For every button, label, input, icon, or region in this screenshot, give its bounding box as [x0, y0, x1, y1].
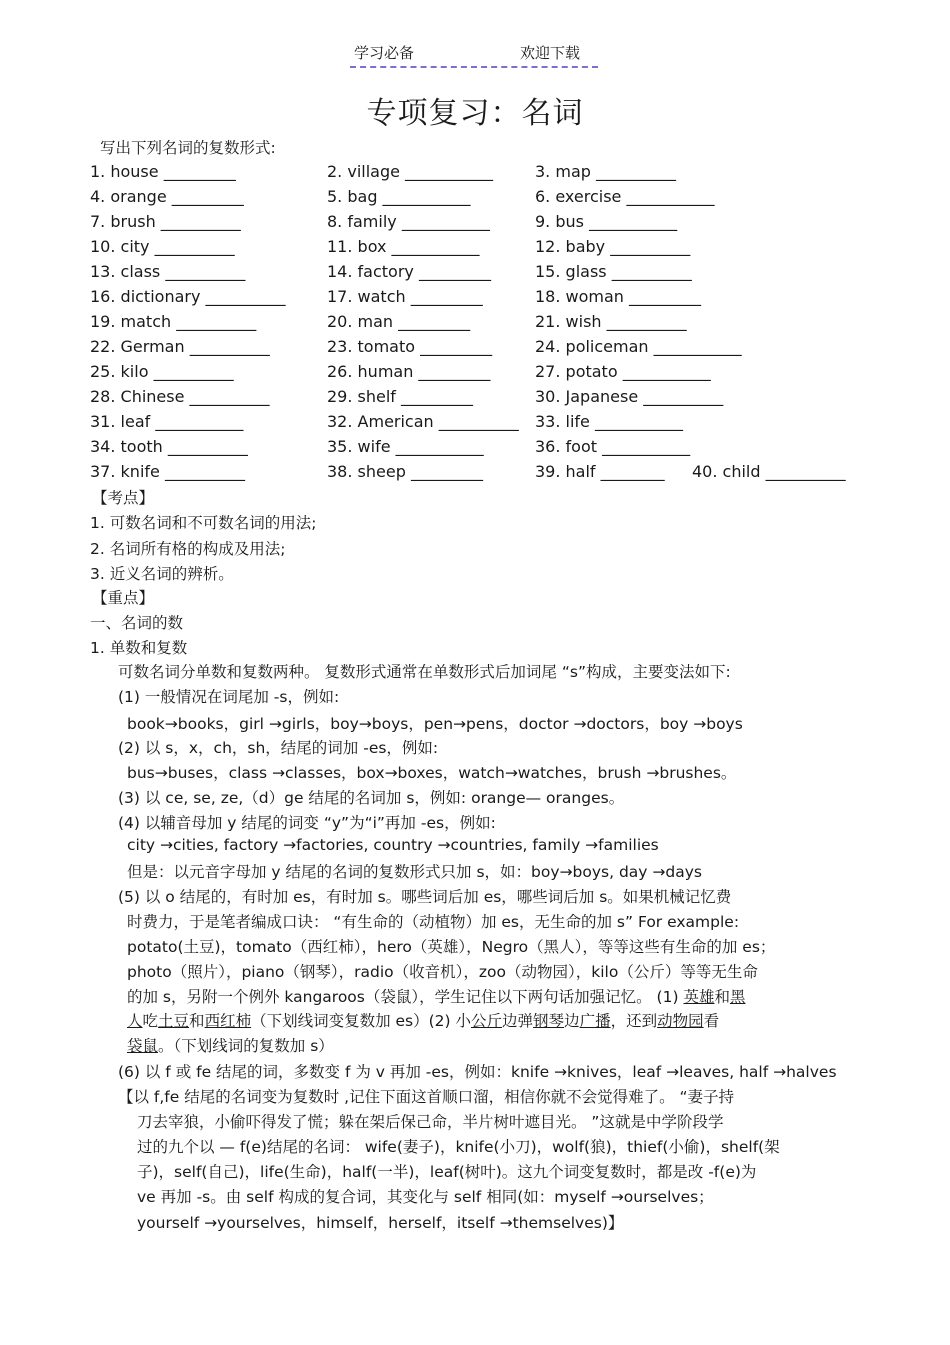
subsection-heading: 1. 单数和复数: [90, 639, 188, 657]
exercise-item: 29. shelf _________: [327, 387, 474, 406]
page-header: [350, 42, 598, 68]
underlined-word: 广播: [579, 1012, 611, 1030]
exercise-item: 20. man _________: [327, 312, 471, 331]
rule-5-text: 吃: [142, 1012, 159, 1030]
exercise-item: 32. American __________: [327, 412, 519, 431]
exercise-row: [0, 262, 950, 286]
rule-5-text: （下划线词变复数加 es）(2) 小: [251, 1012, 472, 1030]
exercise-row: [0, 362, 950, 386]
exercise-item: 25. kilo __________: [90, 362, 234, 381]
exercise-item: 2. village ___________: [327, 162, 494, 181]
underlined-word: 英雄: [683, 988, 715, 1006]
exercise-item: 35. wife ___________: [327, 437, 484, 456]
underlined-word: 袋鼠: [127, 1037, 159, 1055]
exercise-item: 30. Japanese __________: [535, 387, 724, 406]
exercise-item: 38. sheep _________: [327, 462, 483, 481]
exercise-item: 33. life ___________: [535, 412, 683, 431]
rule-3: (3) 以 ce, se, ze,（d）ge 结尾的名词加 s，例如: orange— oranges。: [118, 789, 625, 807]
underlined-word: 钢琴: [533, 1012, 565, 1030]
kaodian-heading: 【考点】: [92, 489, 155, 507]
rule-2-examples: bus→buses，class →classes，box→boxes，watch→watches，brush →brushes。: [127, 764, 737, 782]
rule-6-line: yourself →yourselves，himself，herself，itself →themselves)】: [137, 1214, 624, 1232]
exercise-row: [0, 437, 950, 461]
kaodian-item: 1. 可数名词和不可数名词的用法;: [90, 514, 317, 532]
section-heading: 一、名词的数: [90, 614, 184, 632]
rule-4-note: 但是：以元音字母加 y 结尾的名词的复数形式只加 s，如：boy→boys, day →days: [127, 863, 702, 881]
rule-6-line: 【以 f,fe 结尾的名词变为复数时 ,记住下面这首顺口溜，相信你就不会觉得难了。 “妻子持: [118, 1088, 735, 1106]
header-left: 学习必备: [354, 44, 415, 62]
exercise-item: 31. leaf ___________: [90, 412, 244, 431]
exercise-item: 36. foot ___________: [535, 437, 691, 456]
exercise-row: [0, 287, 950, 311]
rule-5-text: 看: [703, 1012, 720, 1030]
exercise-row: [0, 187, 950, 211]
exercise-item: 8. family ___________: [327, 212, 490, 231]
exercise-item: 1. house _________: [90, 162, 236, 181]
exercise-item: 19. match __________: [90, 312, 257, 331]
rule-5-text: 和: [714, 988, 730, 1006]
underlined-word: 人: [127, 1012, 143, 1030]
exercise-item: 21. wish __________: [535, 312, 687, 331]
underlined-word: 黑: [729, 988, 746, 1006]
exercise-item: 11. box ___________: [327, 237, 480, 256]
exercise-row: [0, 312, 950, 336]
exercise-item: 27. potato ___________: [535, 362, 711, 381]
exercise-item: 7. brush __________: [90, 212, 241, 231]
rule-intro: 可数名词分单数和复数两种。 复数形式通常在单数形式后加词尾 “s”构成，主要变法如下:: [118, 663, 731, 681]
rule-5-line: potato(土豆)，tomato（西红柿），hero（英雄），Negro（黑人），等等这些有生命的加 es；: [127, 938, 776, 956]
exercise-item: 39. half ________: [535, 462, 665, 481]
rule-5-line: [127, 1034, 334, 1056]
rule-1: (1) 一般情况在词尾加 -s，例如:: [118, 688, 340, 706]
exercise-item: 9. bus ___________: [535, 212, 678, 231]
rule-4-examples: city →cities, factory →factories, country →countries, family →families: [127, 836, 659, 854]
zhongdian-heading: 【重点】: [92, 589, 155, 607]
exercise-row: [0, 162, 950, 186]
underlined-word: 西红柿: [204, 1012, 252, 1030]
exercise-item: 37. knife __________: [90, 462, 245, 481]
header-right: 欢迎下载: [520, 44, 581, 62]
exercise-item: 40. child __________: [692, 462, 846, 481]
exercise-row: [0, 337, 950, 361]
exercise-item: 10. city __________: [90, 237, 235, 256]
rule-6: (6) 以 f 或 fe 结尾的词，多数变 f 为 v 再加 -es，例如：knife →knives，leaf →leaves, half →halves: [118, 1063, 837, 1081]
exercise-item: 28. Chinese __________: [90, 387, 270, 406]
rule-5-line: (5) 以 o 结尾的，有时加 es，有时加 s。哪些词后加 es，哪些词后加 s。如果机械记忆费: [118, 888, 732, 906]
exercise-item: 5. bag ___________: [327, 187, 471, 206]
exercise-item: 3. map __________: [535, 162, 676, 181]
exercise-item: 18. woman _________: [535, 287, 702, 306]
exercise-item: 13. class __________: [90, 262, 246, 281]
exercise-item: 16. dictionary __________: [90, 287, 286, 306]
rule-5-text: 边: [564, 1012, 580, 1030]
exercise-item: 4. orange _________: [90, 187, 244, 206]
rule-5-text: ，还到: [610, 1012, 658, 1030]
exercise-row: [0, 212, 950, 236]
instruction: 写出下列名词的复数形式:: [100, 139, 276, 157]
exercise-row: [0, 387, 950, 411]
exercise-item: 26. human _________: [327, 362, 491, 381]
underlined-word: 公斤: [471, 1012, 503, 1030]
kaodian-item: 2. 名词所有格的构成及用法;: [90, 540, 286, 558]
exercise-item: 22. German __________: [90, 337, 270, 356]
rule-6-line: 过的九个以 — f(e)结尾的名词： wife(妻子)，knife(小刀)，wolf(狼)，thief(小偷)，shelf(架: [137, 1138, 780, 1156]
exercise-row: [0, 412, 950, 436]
exercise-item: 6. exercise ___________: [535, 187, 715, 206]
rule-6-line: 刀去宰狼，小偷吓得发了慌；躲在架后保己命，半片树叶遮目光。 ”这就是中学阶段学: [137, 1113, 724, 1131]
rule-5-text: 。（下划线词的复数加 s）: [158, 1037, 334, 1055]
exercise-row: [0, 462, 950, 486]
underlined-word: 动物园: [657, 1012, 704, 1030]
page-title: 专项复习：名词: [366, 96, 584, 131]
exercise-row: [0, 237, 950, 261]
rule-5-text: 的加 s，另附一个例外 kangaroos（袋鼠），学生记住以下两句话加强记忆。 (1): [127, 988, 679, 1006]
exercise-item: 34. tooth __________: [90, 437, 248, 456]
exercise-item: 15. glass __________: [535, 262, 692, 281]
rule-5-text: 和: [189, 1012, 205, 1030]
rule-5-line: [127, 985, 746, 1007]
kaodian-item: 3. 近义名词的辨析。: [90, 565, 234, 583]
exercise-item: 24. policeman ___________: [535, 337, 742, 356]
exercise-item: 17. watch _________: [327, 287, 483, 306]
underlined-word: 土豆: [158, 1012, 190, 1030]
exercise-item: 23. tomato _________: [327, 337, 493, 356]
rule-5-line: [127, 1009, 719, 1031]
rule-1-examples: book→books，girl →girls，boy→boys，pen→pens，doctor →doctors，boy →boys: [127, 715, 743, 733]
rule-4: (4) 以辅音母加 y 结尾的词变 “y”为“i”再加 -es，例如:: [118, 814, 496, 832]
rule-6-line: ve 再加 -s。由 self 构成的复合词，其变化与 self 相同(如：myself →ourselves；: [137, 1188, 714, 1206]
rule-5-text: 边弹: [502, 1012, 534, 1030]
rule-2: (2) 以 s，x，ch，sh，结尾的词加 -es，例如:: [118, 739, 439, 757]
rule-5-line: 时费力，于是笔者编成口诀： “有生命的（动植物）加 es，无生命的加 s” For example:: [127, 913, 740, 931]
exercise-item: 14. factory _________: [327, 262, 491, 281]
rule-5-line: photo（照片），piano（钢琴），radio（收音机），zoo（动物园），kilo（公斤）等等无生命: [127, 963, 758, 981]
exercise-item: 12. baby __________: [535, 237, 691, 256]
rule-6-line: 子)，self(自己)，life(生命)，half(一半)，leaf(树叶)。这九个词变复数时，都是改 -f(e)为: [137, 1163, 757, 1181]
